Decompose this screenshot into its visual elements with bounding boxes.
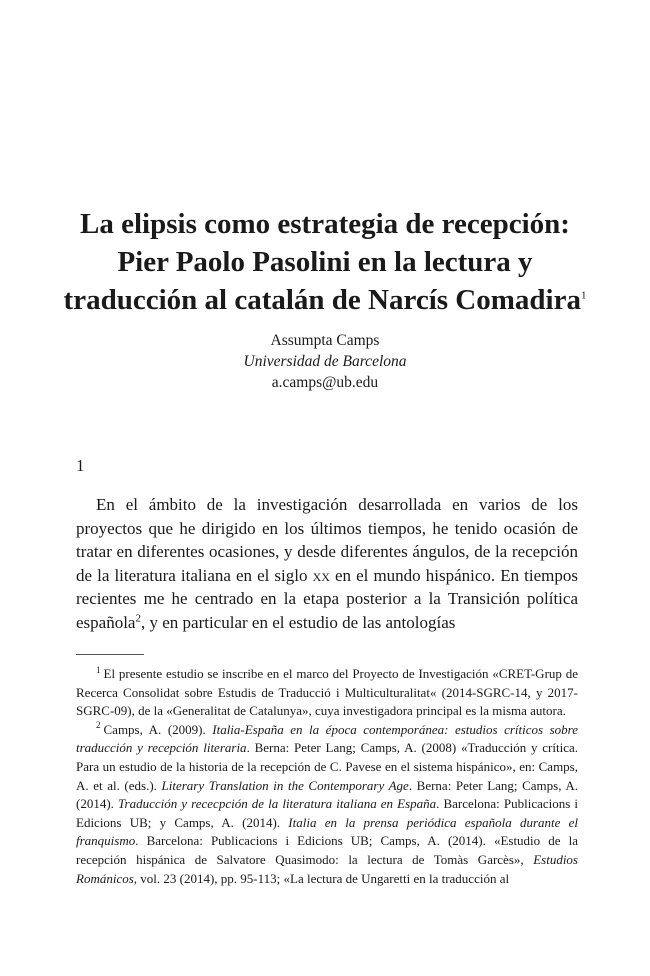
author-affiliation: Universidad de Barcelona [243,353,407,370]
footnote-2 [76,721,578,888]
footnote-2-title-1: Italia-España en la época contemporánea: estudios críticos sobre traducción y recepción literaria [76,721,578,756]
footnote-2-number: 2 [96,720,101,731]
footnote-2-text-6: vol. 23 (2014), pp. 95-113; «La lectura de Ungaretti en la traducción al [137,870,510,886]
footnote-2-text-5: . Barcelona: Publicacions i Edicions UB; Camps, A. (2014). «Estudio de la recepción hispánica de Salvatore Quasimodo: la lectura de Tomàs Garcès», [76,833,578,867]
title-line-1: La elipsis como estrategia de recepción: [80,208,570,241]
title-line-3-text: traducción al catalán de Narcís Comadira [63,284,581,317]
body-text-part-b: en el mundo hispánico. En tiempos recientes me he centrado en la etapa posterior a la Transición política española [76,565,579,632]
title-footnote-ref[interactable]: 1 [580,289,587,302]
footnotes [76,665,578,888]
footnote-2-text-2: . Berna: Peter Lang; Camps, A. (2008) «Traducción y crítica. Para un estudio de la historia de la recepción de C. Pavese en el sistema hispánico», en: Camps, A. et al. (eds.). [76,740,578,793]
footnote-1-text: El presente estudio se inscribe en el marco del Proyecto de Investigación «CRET-Grup de Recerca Consolidat sobre Estudis de Traducció i Multiculturalitat« (2014-SGRC-14, y 2017-SGRC-09), de la «Generalitat de Catalunya», cuya investigadora principal es la misma autora. [76,666,578,719]
body-text-part-c: , y en particular en el estudio de las antologías [140,612,456,632]
body-text-part-a: En el ámbito de la investigación desarrollada en varios de los proyectos que he dirigido en los últimos tiempos, he tenido ocasión de tratar en diferentes ocasiones, y desde diferentes ángulos, de la recepción de la literatura italiana en el siglo [76,495,578,585]
article-title [40,205,610,319]
footnote-1-number: 1 [96,664,101,675]
footnote-2-text-3: . Berna: Peter Lang; Camps, A. (2014). [76,777,578,812]
footnote-divider [76,654,144,655]
author-name: Assumpta Camps [270,332,380,349]
title-line-2: Pier Paolo Pasolini en la lectura y [117,246,533,279]
body-footnote-ref[interactable]: 2 [135,611,141,624]
section-number: 1 [76,456,85,475]
footnote-2-journal: Estudios Románicos, [76,851,578,886]
footnote-2-text-1: Camps, A. (2009). [103,721,213,737]
author-email[interactable]: a.camps@ub.edu [271,374,379,391]
century-numeral: xx [312,565,330,585]
footnote-2-text-4: . Barcelona: Publicacions i Edicions UB; y Camps, A. (2014). [76,796,578,830]
title-line-3 [40,281,610,319]
footnote-1 [76,665,578,721]
footnote-2-title-3: Traducción y rececpción de la literatura italiana en España [118,796,437,812]
author-block [0,330,650,393]
footnote-2-title-4: Italia en la prensa periódica española durante el franquismo [76,814,579,849]
body-paragraph [76,493,578,634]
footnote-2-title-2: Literary Translation in the Contemporary Age [161,777,409,793]
